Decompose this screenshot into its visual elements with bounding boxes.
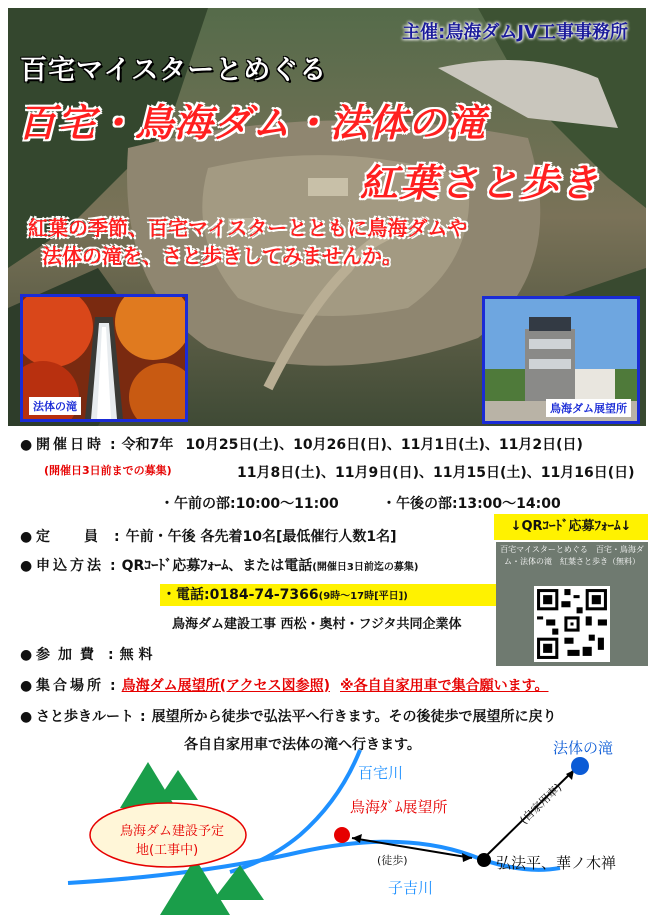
meeting-row <box>20 675 549 695</box>
map-label-observatory: 鳥海ﾀﾞﾑ展望所 <box>350 798 448 816</box>
schedule-label: 開催日時 <box>36 437 104 453</box>
colon: : <box>140 709 146 725</box>
application-label: 申込方法 <box>36 558 104 574</box>
bullet-icon: ● <box>20 558 33 574</box>
event-title-line2: 紅葉さと歩き <box>360 161 601 205</box>
colon: : <box>110 437 116 453</box>
kobodaira-marker <box>477 853 491 867</box>
schedule-dates-2: 11月8日(土)、11月9日(日)、11月15日(土)、11月16日(日) <box>237 465 635 481</box>
phone-box <box>160 584 498 606</box>
access-map <box>0 740 654 915</box>
schedule-row <box>20 434 583 454</box>
map-label-falls: 法体の滝 <box>553 739 614 757</box>
capacity-label: 定 員 <box>36 529 108 545</box>
waterfall-photo <box>20 294 188 422</box>
map-label-koyoshi-river: 子吉川 <box>388 879 434 897</box>
phone-number[interactable]: ・電話:0184-74-7366 <box>162 587 319 603</box>
bullet-icon: ● <box>20 437 33 453</box>
route-line2: 各自自家用車で法体の滝へ行きます。 <box>184 737 421 753</box>
organizer-label: 主催:鳥海ダムJV工事事務所 <box>402 22 628 43</box>
waterfall-caption: 法体の滝 <box>29 397 81 415</box>
application-row <box>20 555 418 575</box>
observatory-caption: 鳥海ダム展望所 <box>546 399 631 417</box>
route-row <box>20 706 557 726</box>
meeting-place: 鳥海ダム展望所(アクセス図参照) <box>121 678 330 694</box>
lead-line1: 紅葉の季節、百宅マイスターとともに鳥海ダムや <box>28 216 468 240</box>
colon: : <box>110 678 116 694</box>
observatory-photo <box>482 296 640 424</box>
schedule-note: (開催日3日前までの募集) <box>44 464 172 477</box>
phone-hours: (9時〜17時[平日]) <box>318 591 408 602</box>
qr-panel <box>496 542 648 666</box>
bullet-icon: ● <box>20 678 33 694</box>
event-subtitle: 百宅マイスターとめぐる <box>20 55 328 86</box>
capacity-row <box>20 526 397 546</box>
colon: : <box>114 529 120 545</box>
fee-value: 無 料 <box>119 647 153 663</box>
bullet-icon: ● <box>20 709 33 725</box>
falls-marker <box>571 757 589 775</box>
map-label-momoyake-river: 百宅川 <box>358 764 404 782</box>
mountain-icon <box>158 770 198 800</box>
route-label: さと歩きルート <box>36 709 134 725</box>
schedule-dates-1: 10月25日(土)、10月26日(日)、11月1日(土)、11月2日(日) <box>185 437 583 453</box>
company-name: 鳥海ダム建設工事 西松・奥村・フジタ共同企業体 <box>172 617 462 632</box>
hero-banner <box>8 8 646 426</box>
afternoon-session: ・午後の部:13:00〜14:00 <box>382 496 561 512</box>
application-note: (開催日3日前迄の募集) <box>312 562 419 573</box>
colon: : <box>108 647 114 663</box>
map-label-kobodaira: 弘法平、華ノ木禅 <box>496 854 617 872</box>
qr-heading: ↓QRｺｰﾄﾞ応募ﾌｫｰﾑ↓ <box>494 514 648 540</box>
mountain-icon <box>213 865 264 900</box>
application-value: QRｺｰﾄﾞ応募ﾌｫｰﾑ、または電話 <box>121 558 313 574</box>
mountain-icon <box>120 762 176 808</box>
schedule-year: 令和7年 <box>121 437 174 453</box>
bullet-icon: ● <box>20 647 33 663</box>
map-label-dam-site-2: 地(工事中) <box>136 843 199 858</box>
colon: : <box>110 558 116 574</box>
map-label-walk: (徒歩) <box>377 854 408 867</box>
map-label-car: (自家用車) <box>517 780 565 827</box>
car-arrowhead <box>566 770 574 780</box>
meeting-note: ※各自自家用車で集合願います。 <box>340 678 549 694</box>
lead-text <box>28 214 588 270</box>
capacity-value: 午前・午後 各先着10名[最低催行人数1名] <box>125 529 397 545</box>
route-line1: 展望所から徒歩で弘法平へ行きます。その後徒歩で展望所に戻り <box>151 709 557 725</box>
qr-code-icon[interactable] <box>534 586 610 662</box>
observatory-marker <box>334 827 350 843</box>
bullet-icon: ● <box>20 529 33 545</box>
qr-caption: 百宅マイスターとめぐる 百宅・鳥海ダム・法体の滝 紅葉さと歩き（無料） <box>500 545 644 566</box>
lead-line2: 法体の滝を、さと歩きしてみませんか。 <box>42 244 402 268</box>
morning-session: ・午前の部:10:00〜11:00 <box>160 496 339 512</box>
map-label-dam-site-1: 鳥海ダム建設予定 <box>120 824 225 839</box>
fee-row <box>20 644 152 664</box>
fee-label: 参加費 <box>36 647 102 663</box>
meeting-label: 集合場所 <box>36 678 104 694</box>
event-title-line1: 百宅・鳥海ダム・法体の滝 <box>18 101 487 145</box>
